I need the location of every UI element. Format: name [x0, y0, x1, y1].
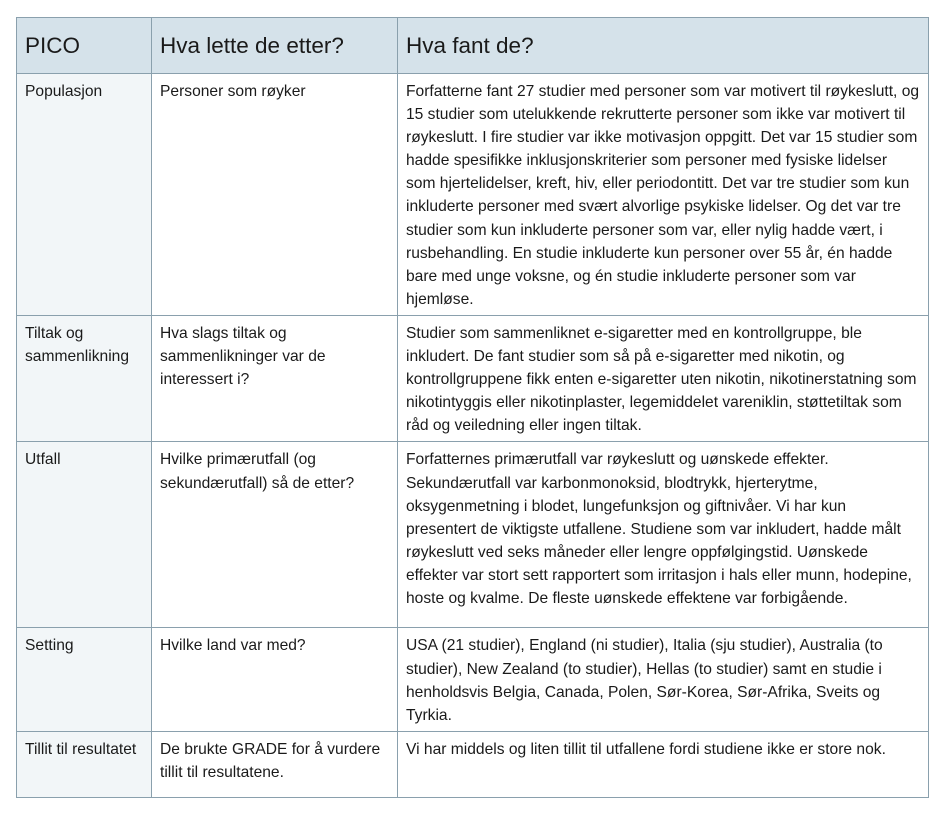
- row-label: Setting: [17, 628, 152, 731]
- header-pico: PICO: [17, 18, 152, 74]
- pico-table: [16, 17, 929, 798]
- table-row: [17, 628, 929, 731]
- row-label: Utfall: [17, 442, 152, 628]
- row-question: Hvilke primærutfall (og sekundærutfall) så de etter?: [152, 442, 398, 628]
- table-row: [17, 442, 929, 628]
- table-row: [17, 731, 929, 797]
- row-answer: Forfatternes primærutfall var røykeslutt og uønskede effekter. Sekundærutfall var karbonmonoksid, blodtrykk, hjerterytme, oksygenmetning i blodet, lungefunksjon og giftnivåer. Vi har kun presentert de viktigste utfallene. Studiene som var inkludert, hadde målt røykeslutt ved seks måneder eller lengre oppfølgingstid. Uønskede effekter var stort sett rapportert som irritasjon i hals eller munn, hodepine, hoste og kvalme. De fleste uønskede effektene var forbigående.: [398, 442, 929, 628]
- header-question: Hva lette de etter?: [152, 18, 398, 74]
- row-answer: USA (21 studier), England (ni studier), Italia (sju studier), Australia (to studier), New Zealand (to studier), Hellas (to studier) samt en studie i henholdsvis Belgia, Canada, Polen, Sør-Korea, Sør-Afrika, Sveits og Tyrkia.: [398, 628, 929, 731]
- row-label: Tillit til resultatet: [17, 731, 152, 797]
- header-answer: Hva fant de?: [398, 18, 929, 74]
- header-row: [17, 18, 929, 74]
- row-question: De brukte GRADE for å vurdere tillit til resultatene.: [152, 731, 398, 797]
- table-row: [17, 316, 929, 442]
- row-answer: Forfatterne fant 27 studier med personer som var motivert til røykeslutt, og 15 studier som utelukkende rekrutterte personer som ikke var motivert til røykeslutt. I fire studier var ikke motivasjon oppgitt. Det var 15 studier som hadde spesifikke inklusjonskriterier som personer med fysiske lidelser som hjertelidelser, kreft, hiv, eller periodontitt. Det var tre studier som kun inkluderte personer med svært alvorlige psykiske lidelser. Og det var tre studier som kun inkluderte personer som var, eller nylig hadde vært, i rusbehandling. En studie inkluderte kun personer over 55 år, én hadde bare med unge voksne, og én studie inkluderte personer som var hjemløse.: [398, 74, 929, 316]
- row-question: Hva slags tiltak og sammenlikninger var de interessert i?: [152, 316, 398, 442]
- row-question: Hvilke land var med?: [152, 628, 398, 731]
- table-row: [17, 74, 929, 316]
- row-answer: Vi har middels og liten tillit til utfallene fordi studiene ikke er store nok.: [398, 731, 929, 797]
- row-answer: Studier som sammenliknet e-sigaretter med en kontrollgruppe, ble inkludert. De fant studier som så på e-sigaretter med nikotin, og kontrollgruppene fikk enten e-sigaretter uten nikotin, nikotinerstatning som nikotintyggis eller nikotinplaster, legemiddelet vareniklin, støttetiltak som råd og veiledning eller ingen tiltak.: [398, 316, 929, 442]
- row-label: Tiltak og sammenlikning: [17, 316, 152, 442]
- row-question: Personer som røyker: [152, 74, 398, 316]
- row-label: Populasjon: [17, 74, 152, 316]
